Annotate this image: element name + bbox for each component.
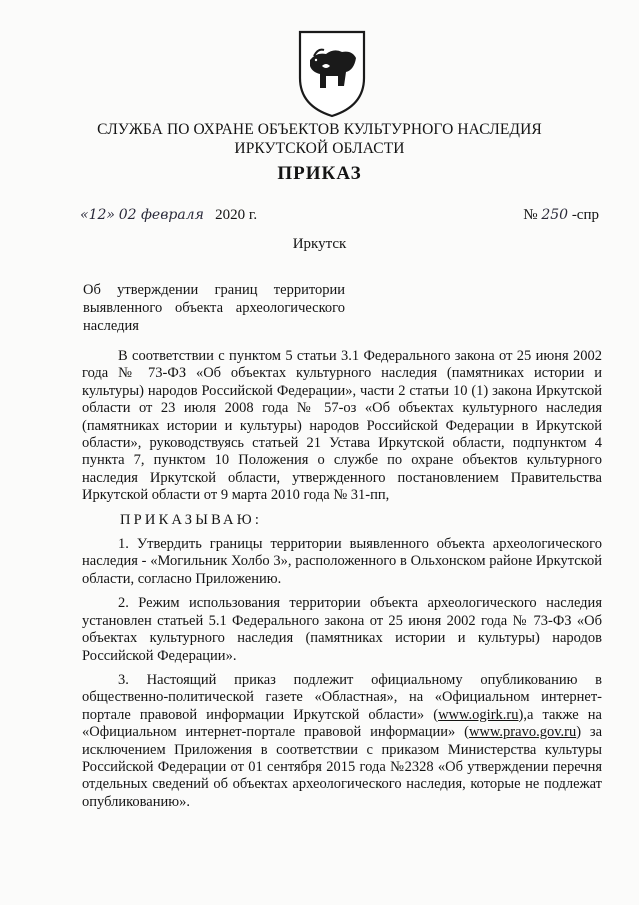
link-ogirk[interactable]: www.ogirk.ru [438, 706, 519, 723]
org-name-line1: СЛУЖБА ПО ОХРАНЕ ОБЪЕКТОВ КУЛЬТУРНОГО НАСЛЕДИЯ [97, 121, 542, 138]
item-1-paragraph: 1. Утвердить границы территории выявленного объекта археологического наследия - «Могильник Холбо 3», расположенного в Ольхонском районе Иркутской области, согласно Приложению. [82, 536, 602, 587]
document-date [80, 207, 257, 224]
item-3-text-part2: ),а также на «Официальном интернет-портале правовой информации» ( [82, 706, 602, 741]
order-word: ПРИКАЗЫВАЮ: [120, 511, 263, 528]
date-year: 2020 г. [215, 207, 258, 223]
city: Иркутск [292, 236, 347, 252]
item-3-text-part1: 3. Настоящий приказ подлежит официальному опубликованию в общественно-политической газете «Областная», на «Официальном интернет-портале правовой информации Иркутской области» ( [82, 671, 602, 723]
document-subject: Об утверждении границ территории выявленного объекта археологического наследия [83, 282, 345, 334]
preamble-paragraph: В соответствии с пунктом 5 статьи 3.1 Федерального закона от 25 июня 2002 года № 73-ФЗ «Об объектах культурного наследия (памятниках истории и культуры) народов Российской Федерации», части 2 статьи 10 (1) закона Иркутской области от 23 июля 2008 года № 57-оз «Об объектах культурного наследия (памятниках истории и культуры) народов Российской Федерации в Иркутской области», руководствуясь статьей 21 Устава Иркутской области, подпунктом 4 пункта 7, пунктом 10 Положения о службе по охране объектов культурного наследия Иркутской области, утвержденного постановлением Правительства Иркутской области от 9 марта 2010 года № 31-пп, [82, 348, 602, 504]
document-body [82, 348, 602, 811]
document-number [523, 207, 599, 224]
organization-name [0, 120, 639, 158]
coat-of-arms-emblem [296, 26, 368, 120]
date-month-handwritten: 02 февраля [118, 207, 204, 223]
date-day-handwritten: «12» [80, 207, 115, 223]
number-prefix: № [523, 207, 538, 223]
item-3-paragraph [82, 672, 602, 811]
document-type-title: ПРИКАЗ [277, 163, 362, 184]
link-pravo[interactable]: www.pravo.gov.ru [468, 724, 577, 741]
item-2-paragraph: 2. Режим использования территории объекта археологического наследия установлен статьей 5.1 Федерального закона от 25 июня 2002 года № 73-ФЗ «Об объектах культурного наследия (памятниках истории и культуры) народов Российской Федерации». [82, 595, 602, 664]
item-3-text-part3: ) за исключением Приложения в соответствии с приказом Министерства культуры Российской Федерации от 01 сентября 2015 года №2328 «Об утверждении перечня отдельных сведений об объектах археологического наследия, которые не подлежат опубликованию». [82, 724, 603, 810]
org-name-line2: ИРКУТСКОЙ ОБЛАСТИ [234, 140, 405, 157]
number-handwritten: 250 [541, 207, 569, 223]
number-suffix: -спр [571, 207, 599, 223]
